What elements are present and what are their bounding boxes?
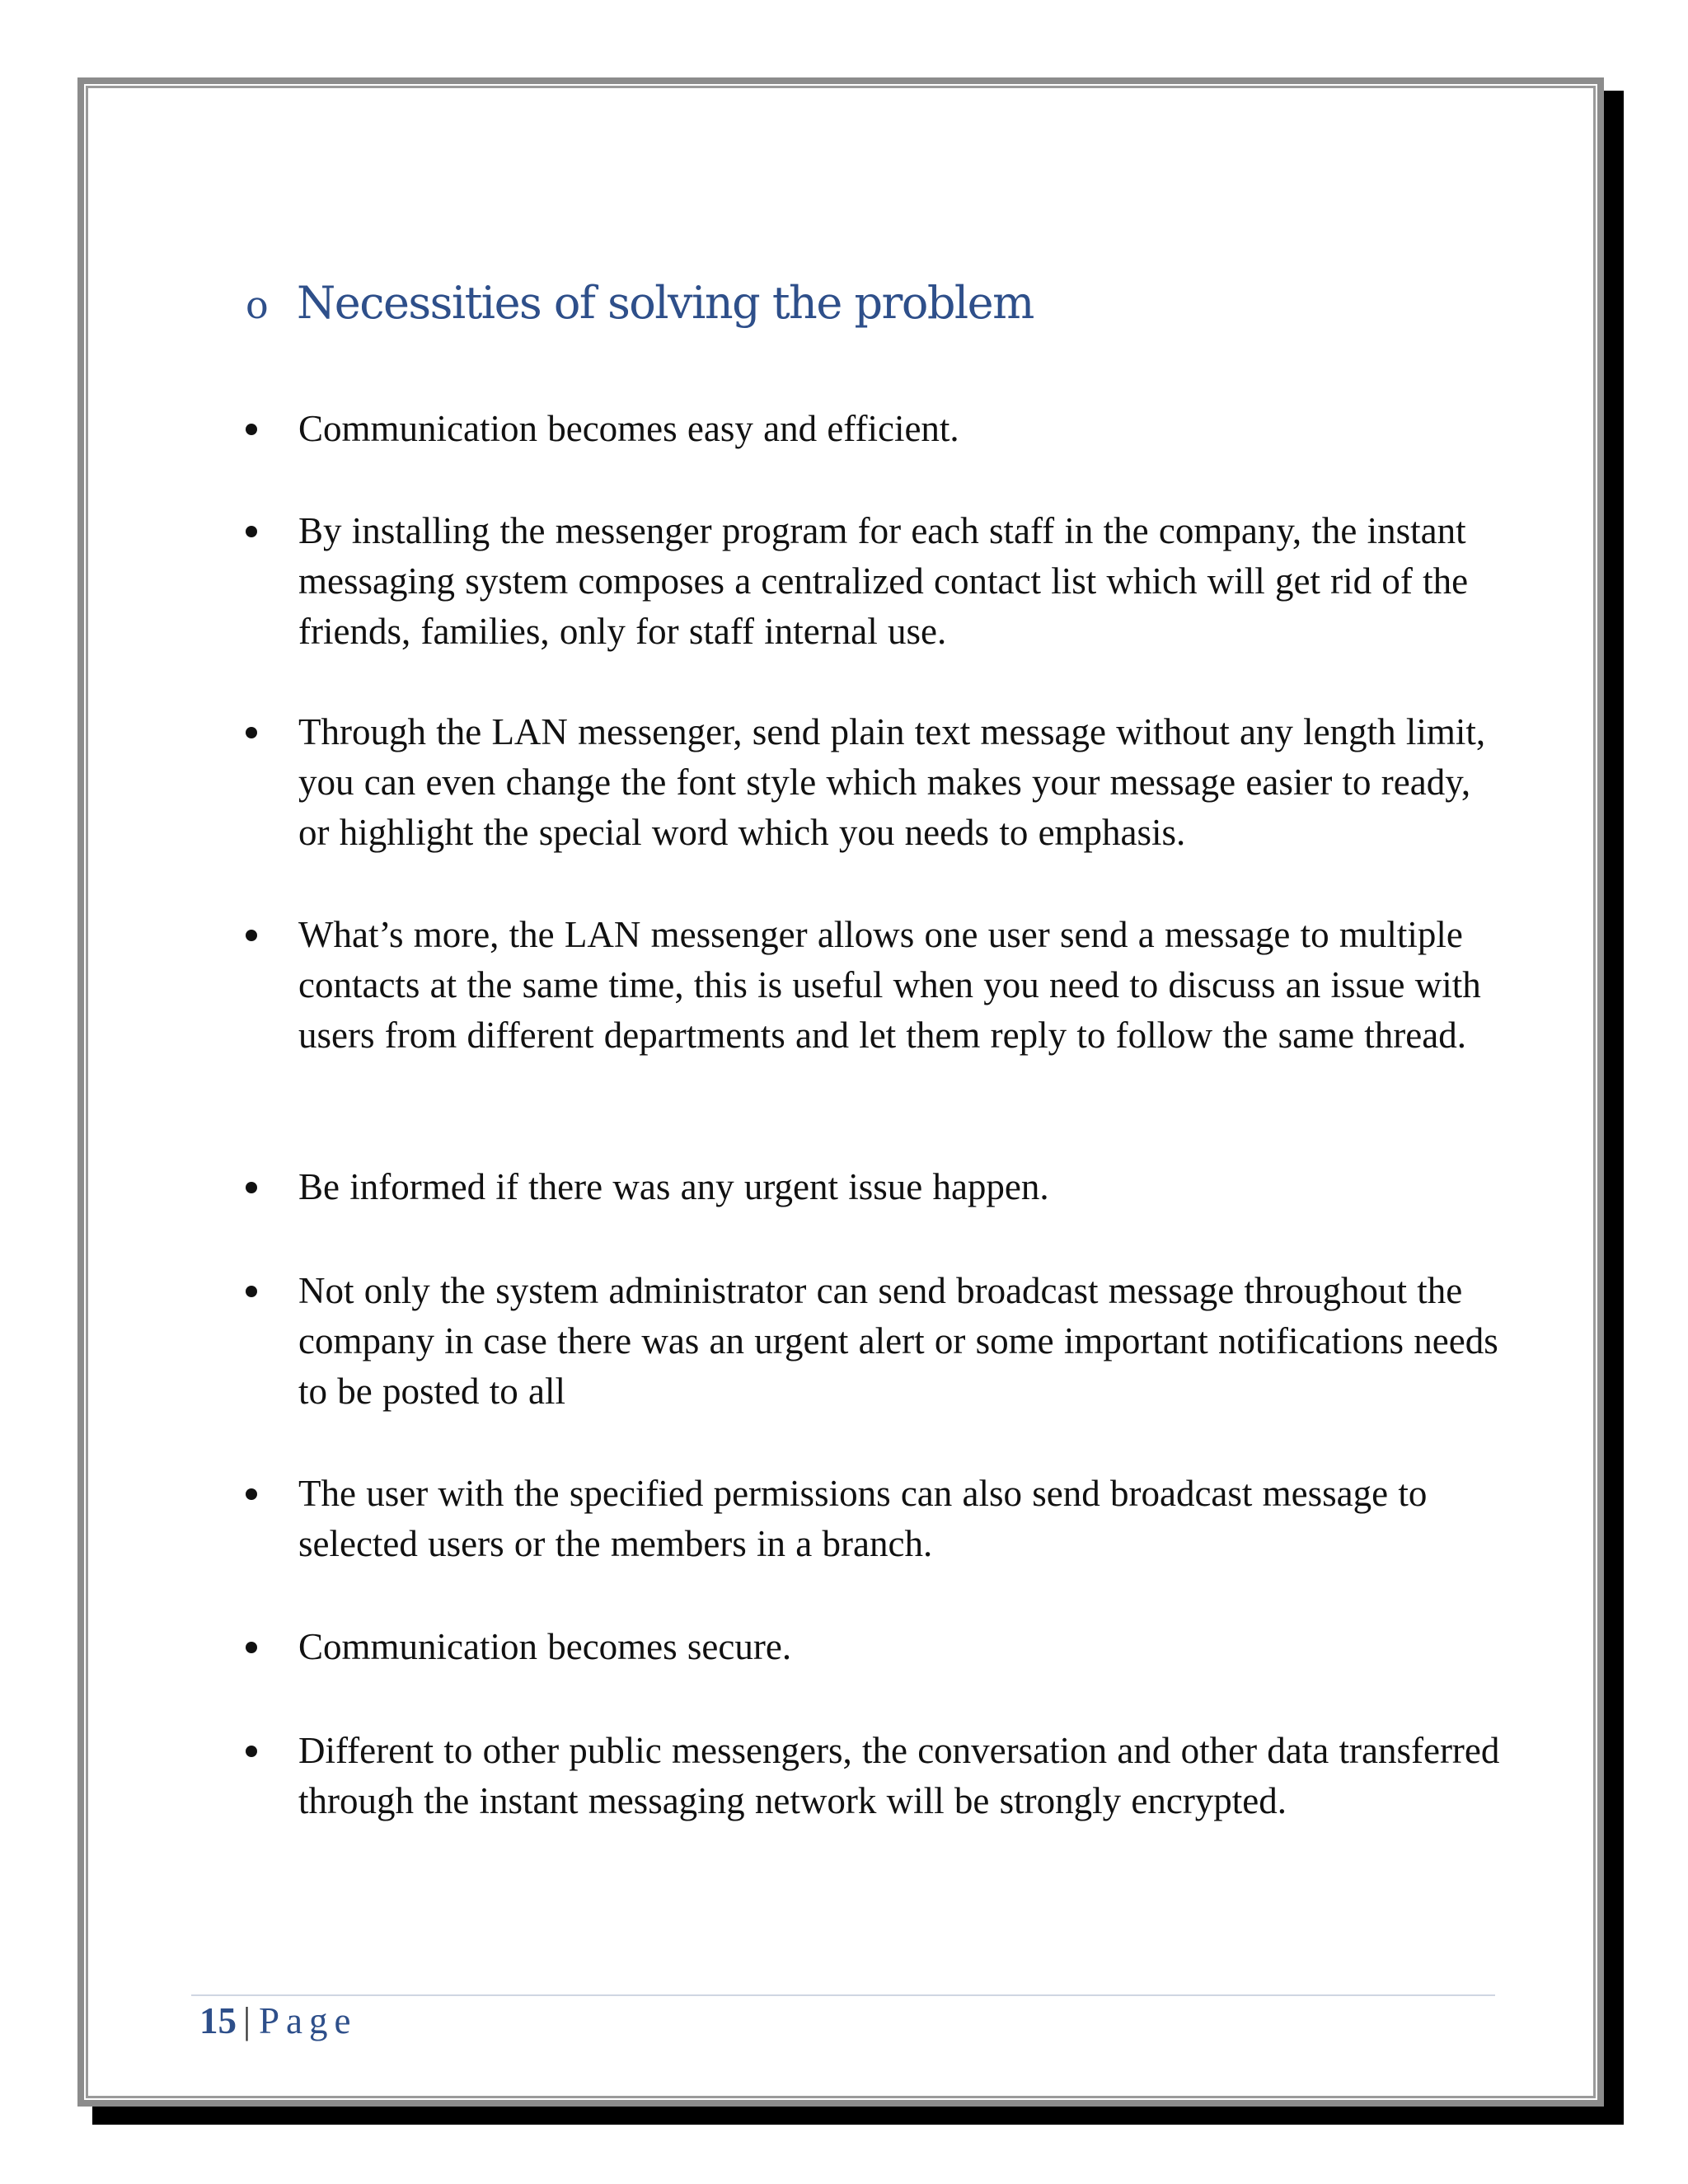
footer-separator: | bbox=[243, 2000, 251, 2041]
page-number: 15 bbox=[199, 2000, 237, 2041]
bullet-dot-icon bbox=[246, 1182, 257, 1193]
bullet-dot-icon bbox=[246, 526, 257, 537]
bullet-dot-icon bbox=[246, 930, 257, 941]
section-heading-text: Necessities of solving the problem bbox=[297, 277, 1034, 329]
list-item-text: By installing the messenger program for each staff in the company, the instant messaging system composes a centralized contact list which will get rid of the friends, families, only for staff internal use. bbox=[298, 510, 1469, 652]
list-item-text: What’s more, the LAN messenger allows one user send a message to multiple contacts at the same time, this is useful when you need to discuss an issue with users from different departments and let them reply to follow the same thread. bbox=[298, 914, 1481, 1056]
list-item-text: Not only the system administrator can send broadcast message throughout the company in case there was an urgent alert or some important notifications needs to be posted to all bbox=[298, 1270, 1498, 1412]
list-item-text: Be informed if there was any urgent issue happen. bbox=[298, 1166, 1049, 1207]
list-item-text: Through the LAN messenger, send plain text message without any length limit, you can even change the font style which makes your message easier to ready, or highlight the special word which you needs to emphasis. bbox=[298, 711, 1486, 853]
bullet-dot-icon bbox=[246, 727, 257, 738]
heading-bullet-marker: o bbox=[246, 283, 269, 327]
list-item-text: Communication becomes easy and efficient. bbox=[298, 408, 959, 449]
bullet-dot-icon bbox=[246, 1286, 257, 1297]
list-item-text: Communication becomes secure. bbox=[298, 1626, 792, 1667]
section-heading bbox=[246, 277, 1034, 329]
page-footer bbox=[199, 1994, 358, 2047]
list-item-text: The user with the specified permissions can also send broadcast message to selected users or the members in a branch. bbox=[298, 1473, 1428, 1564]
bullet-dot-icon bbox=[246, 1642, 257, 1653]
bullet-dot-icon bbox=[246, 424, 257, 435]
bullet-dot-icon bbox=[246, 1488, 257, 1500]
footer-divider bbox=[191, 1994, 1495, 1996]
page-label: Page bbox=[259, 2000, 358, 2041]
bullet-dot-icon bbox=[246, 1746, 257, 1757]
list-item-text: Different to other public messengers, the conversation and other data transferred through the instant messaging network will be strongly encrypted. bbox=[298, 1730, 1500, 1821]
